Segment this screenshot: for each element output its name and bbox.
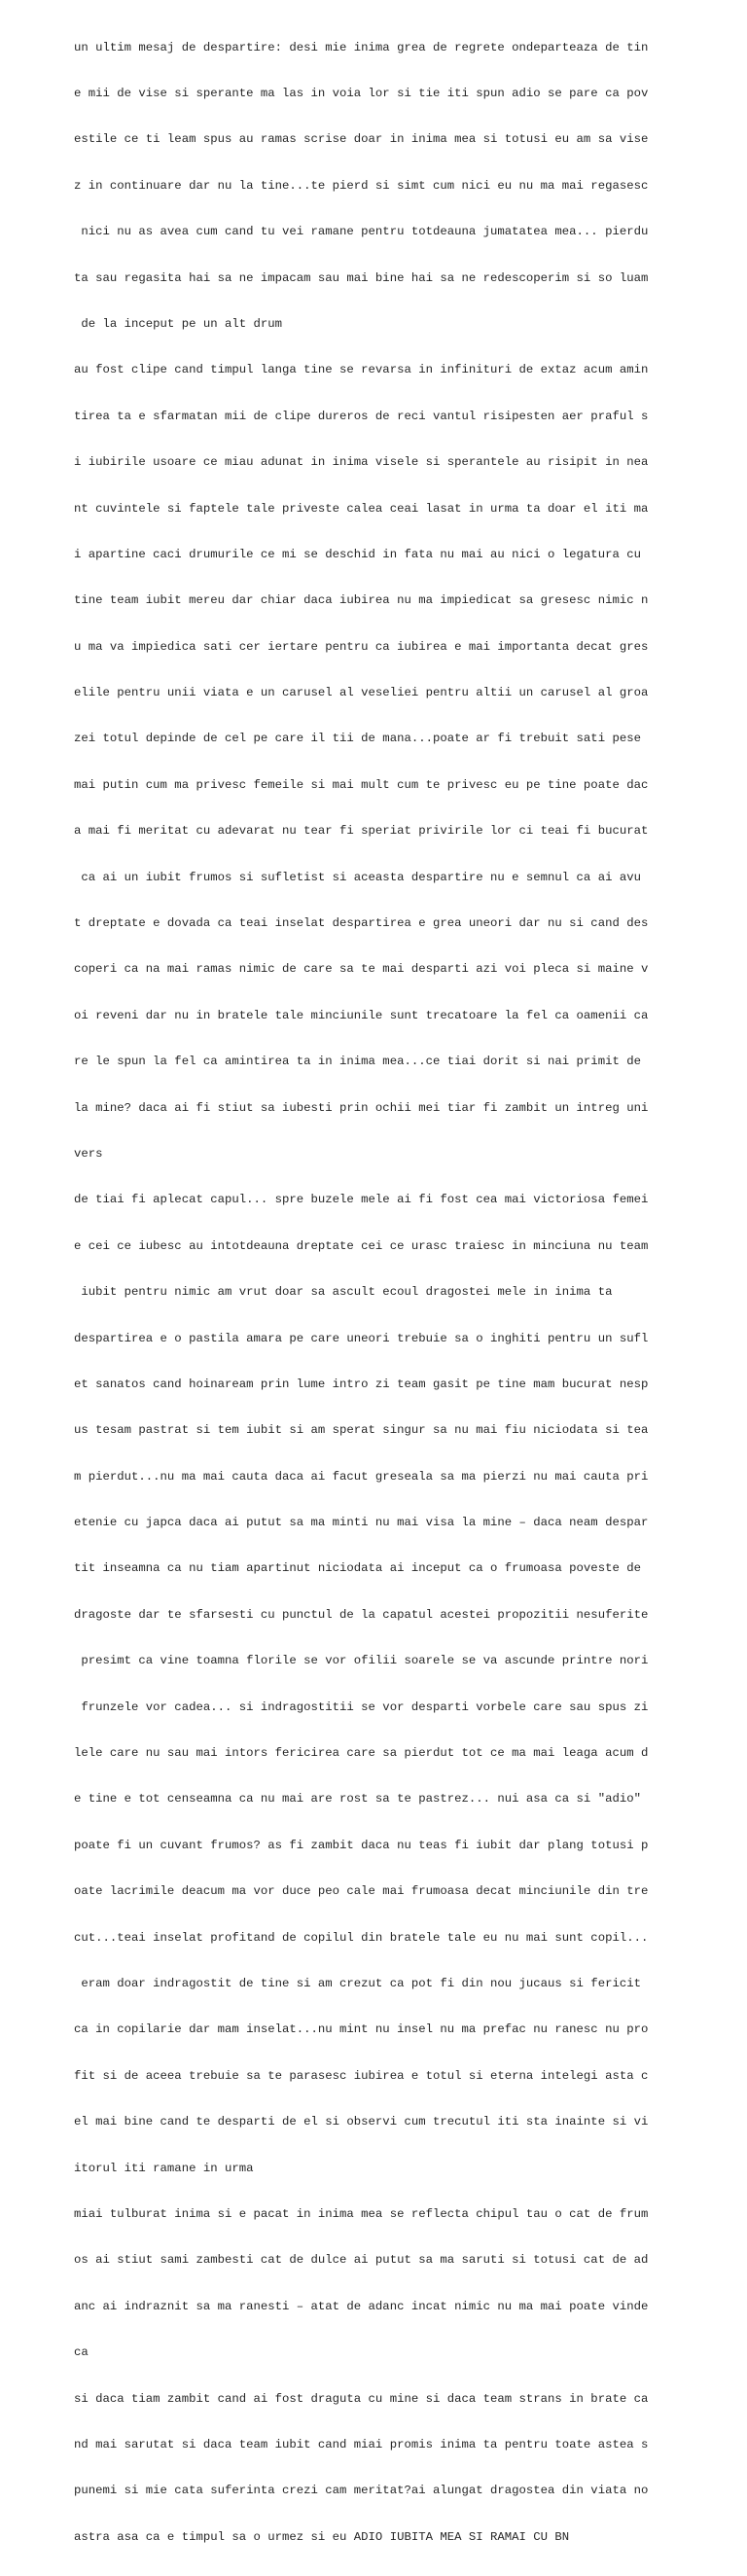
text-line: e mii de vise si sperante ma las in voia lor si tie iti spun adio se pare ca pov — [74, 86, 649, 100]
text-line: punemi si mie cata suferinta crezi cam meritat?ai alungat dragostea din viata no — [74, 2484, 649, 2498]
text-line: et sanatos cand hoinaream prin lume intro zi team gasit pe tine mam bucurat nesp — [74, 1377, 649, 1391]
text-line: lele care nu sau mai intors fericirea care sa pierdut tot ce ma mai leaga acum d — [74, 1746, 649, 1761]
text-line: presimt ca vine toamna florile se vor ofilii soarele se va ascunde printre nori — [74, 1654, 649, 1668]
text-line: de tiai fi aplecat capul... spre buzele mele ai fi fost cea mai victoriosa femei — [74, 1193, 649, 1207]
text-line: mai putin cum ma privesc femeile si mai mult cum te privesc eu pe tine poate dac — [74, 777, 649, 792]
text-line: despartirea e o pastila amara pe care uneori trebuie sa o inghiti pentru un sufl — [74, 1331, 649, 1345]
text-line: ta sau regasita hai sa ne impacam sau mai bine hai sa ne redescoperim si so luam — [74, 270, 649, 285]
text-line: dragoste dar te sfarsesti cu punctul de la capatul acestei propozitii nesuferite — [74, 1607, 649, 1622]
text-line: la mine? daca ai fi stiut sa iubesti prin ochii mei tiar fi zambit un intreg uni — [74, 1100, 649, 1115]
text-line: cut...teai inselat profitand de copilul din bratele tale eu nu mai sunt copil... — [74, 1930, 649, 1945]
text-line: tit inseamna ca nu tiam apartinut niciodata ai inceput ca o frumoasa poveste de — [74, 1561, 641, 1576]
text-line: re le spun la fel ca amintirea ta in inima mea...ce tiai dorit si nai primit de — [74, 1055, 641, 1069]
text-line: os ai stiut sami zambesti cat de dulce ai putut sa ma saruti si totusi cat de ad — [74, 2253, 649, 2268]
text-line: z in continuare dar nu la tine...te pierd si simt cum nici eu nu ma mai regasesc — [74, 178, 649, 193]
text-line: e tine e tot censeamna ca nu mai are rost sa te pastrez... nui asa ca si "adio" — [74, 1792, 641, 1807]
text-line: i apartine caci drumurile ce mi se deschid in fata nu mai au nici o legatura cu — [74, 547, 641, 561]
text-line: itorul iti ramane in urma — [74, 2161, 254, 2175]
text-line: au fost clipe cand timpul langa tine se revarsa in infinituri de extaz acum amin — [74, 363, 649, 377]
text-line: ca ai un iubit frumos si sufletist si aceasta despartire nu e semnul ca ai avu — [74, 870, 641, 884]
text-line: tirea ta e sfarmatan mii de clipe dureros de reci vantul risipesten aer praful s — [74, 409, 649, 423]
text-line: si daca tiam zambit cand ai fost draguta cu mine si daca team strans in brate ca — [74, 2391, 649, 2406]
text-line: tine team iubit mereu dar chiar daca iubirea nu ma impiedicat sa gresesc nimic n — [74, 593, 649, 608]
text-line: elile pentru unii viata e un carusel al veseliei pentru altii un carusel al groa — [74, 686, 649, 700]
text-line: ca in copilarie dar mam inselat...nu mint nu insel nu ma prefac nu ranesc nu pro — [74, 2022, 649, 2037]
text-line: miai tulburat inima si e pacat in inima mea se reflecta chipul tau o cat de frum — [74, 2206, 649, 2221]
text-line: a mai fi meritat cu adevarat nu tear fi speriat privirile lor ci teai fi bucurat — [74, 824, 649, 839]
text-line: de la inceput pe un alt drum — [74, 316, 283, 331]
text-line: estile ce ti leam spus au ramas scrise doar in inima mea si totusi eu am sa vise — [74, 132, 649, 147]
text-line: i iubirile usoare ce miau adunat in inima visele si sperantele au risipit in nea — [74, 455, 649, 470]
text-line: astra asa ca e timpul sa o urmez si eu ADIO IUBITA MEA SI RAMAI CU BN — [74, 2529, 570, 2544]
text-line: m pierdut...nu ma mai cauta daca ai facut greseala sa ma pierzi nu mai cauta pri — [74, 1469, 649, 1484]
text-line: vers — [74, 1146, 103, 1161]
text-line: t dreptate e dovada ca teai inselat despartirea e grea uneori dar nu si cand des — [74, 916, 649, 931]
text-line: coperi ca na mai ramas nimic de care sa te mai desparti azi voi pleca si maine v — [74, 962, 649, 977]
text-line: oate lacrimile deacum ma vor duce peo cale mai frumoasa decat minciunile din tre — [74, 1884, 649, 1899]
text-line: nd mai sarutat si daca team iubit cand miai promis inima ta pentru toate astea s — [74, 2437, 649, 2451]
text-line: u ma va impiedica sati cer iertare pentru ca iubirea e mai importanta decat gres — [74, 639, 649, 654]
text-line: etenie cu japca daca ai putut sa ma minti nu mai visa la mine – daca neam despar — [74, 1516, 649, 1530]
text-line: el mai bine cand te desparti de el si observi cum trecutul iti sta inainte si vi — [74, 2115, 649, 2129]
text-line: fit si de aceea trebuie sa te parasesc iubirea e totul si eterna intelegi asta c — [74, 2068, 649, 2083]
text-line: oi reveni dar nu in bratele tale minciunile sunt trecatoare la fel ca oamenii ca — [74, 1008, 649, 1022]
text-line: nici nu as avea cum cand tu vei ramane pentru totdeauna jumatatea mea... pierdu — [74, 225, 649, 239]
text-line: frunzele vor cadea... si indragostitii se vor desparti vorbele care sau spus zi — [74, 1699, 649, 1714]
text-line: iubit pentru nimic am vrut doar sa ascult ecoul dragostei mele in inima ta — [74, 1285, 613, 1300]
text-line: nt cuvintele si faptele tale priveste calea ceai lasat in urma ta doar el iti ma — [74, 501, 649, 516]
text-line: eram doar indragostit de tine si am crezut ca pot fi din nou jucaus si fericit — [74, 1977, 641, 1990]
text-line: un ultim mesaj de despartire: desi mie inima grea de regrete ondeparteaza de tin — [74, 40, 649, 54]
text-line: ca — [74, 2345, 89, 2360]
text-line: zei totul depinde de cel pe care il tii de mana...poate ar fi trebuit sati pese — [74, 732, 641, 746]
text-line: us tesam pastrat si tem iubit si am sperat singur sa nu mai fiu niciodata si tea — [74, 1423, 649, 1438]
document-text — [74, 10, 677, 2576]
text-line: e cei ce iubesc au intotdeauna dreptate cei ce urasc traiesc in minciuna nu team — [74, 1238, 649, 1253]
text-line: anc ai indraznit sa ma ranesti – atat de adanc incat nimic nu ma mai poate vinde — [74, 2299, 649, 2313]
text-line: poate fi un cuvant frumos? as fi zambit daca nu teas fi iubit dar plang totusi p — [74, 1838, 649, 1852]
